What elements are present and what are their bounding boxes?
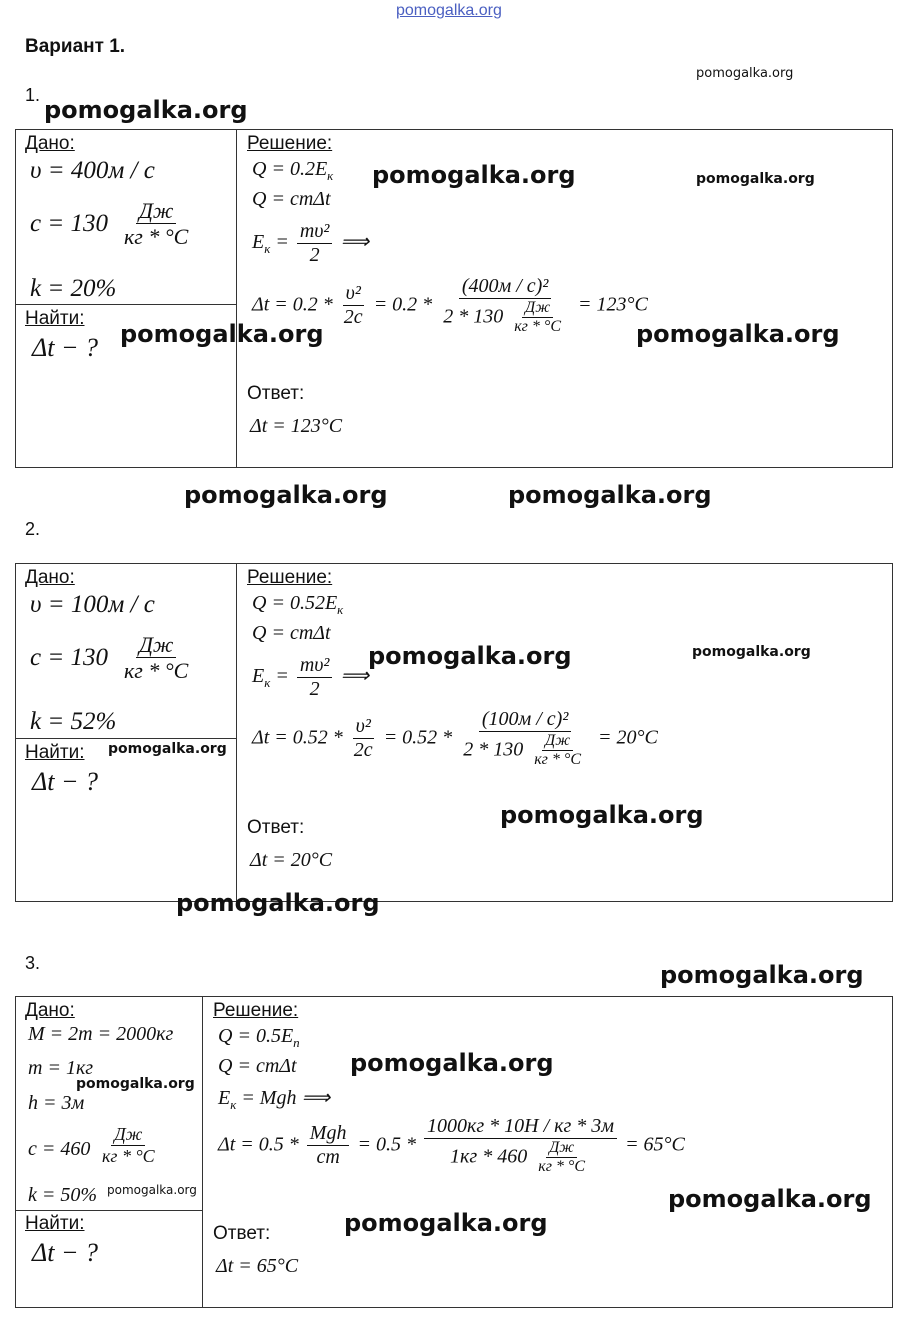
given-c-unit	[118, 198, 194, 250]
watermark: pomogalka.org	[636, 320, 840, 348]
unit-den: кг * °C	[124, 658, 189, 684]
given-k: k = 50%	[28, 1184, 98, 1206]
watermark: pomogalka.org	[668, 1185, 872, 1213]
unit-num: Дж	[111, 1124, 145, 1146]
solution-line-3: $E_к$ = $\frac{\text{mυ²}}{2}$ ⟹	[252, 220, 370, 266]
divider	[202, 996, 203, 1308]
given-k: k = 52%	[30, 708, 117, 735]
given-velocity: υ = 400м / с	[30, 157, 155, 184]
solution-line-2: Q = cmΔt	[218, 1055, 297, 1077]
find-value: Δt − ?	[32, 1238, 99, 1267]
given-label: Дано:	[25, 567, 75, 588]
given-k: k = 20%	[30, 275, 117, 302]
watermark: pomogalka.org	[176, 889, 380, 917]
watermark: pomogalka.org	[107, 1183, 197, 1197]
find-value: Δt − ?	[32, 767, 99, 796]
find-label: Найти:	[25, 742, 85, 763]
answer-label: Ответ:	[247, 383, 305, 404]
answer-value: Δt = 20°C	[250, 849, 333, 871]
given-c-unit	[118, 632, 194, 684]
watermark: pomogalka.org	[696, 171, 815, 187]
watermark: pomogalka.org	[44, 96, 248, 124]
watermark: pomogalka.org	[696, 66, 794, 81]
given-c	[30, 644, 108, 672]
solution-line-2: Q = cmΔt	[252, 622, 331, 644]
watermark: pomogalka.org	[692, 644, 811, 660]
solution-line-4: Δt = 0.5 * $\frac{\text{Mgh}}{cm}$ = 0.5 * 1000кг * 10Н / кг * 3м 1кг * 460 $\frac{Дж}{кг * ^\circ C}$ = 65°C	[218, 1115, 685, 1176]
site-link[interactable]: pomogalka.org	[396, 2, 502, 19]
divider	[15, 738, 237, 739]
answer-value: Δt = 123°C	[250, 415, 343, 437]
watermark: pomogalka.org	[508, 481, 712, 509]
solution-line-4: Δt = 0.2 * $\frac{\text{υ²}}{2c}$ = 0.2 * (400м / с)² 2 * 130 $\frac{Дж}{кг * ^\circ C}$ = 123°C	[252, 275, 648, 336]
solution-label: Решение:	[247, 567, 333, 588]
solution-line-2: Q = cmΔt	[252, 188, 331, 210]
find-label: Найти:	[25, 1213, 85, 1234]
watermark: pomogalka.org	[500, 801, 704, 829]
given-c-value: c = 130	[30, 644, 108, 671]
watermark: pomogalka.org	[660, 961, 864, 989]
variant-title: Вариант 1.	[25, 36, 126, 57]
solution-label: Решение:	[213, 1000, 299, 1021]
given-c: c = 460	[28, 1138, 91, 1160]
divider	[236, 129, 237, 468]
divider	[15, 304, 237, 305]
watermark: pomogalka.org	[108, 741, 227, 757]
solution-line-1: $Q = 0.2E_к$	[252, 158, 334, 183]
unit-num: Дж	[136, 198, 176, 224]
watermark: pomogalka.org	[368, 642, 572, 670]
answer-value: Δt = 65°C	[216, 1255, 299, 1277]
unit-den: кг * °C	[124, 224, 189, 250]
problem-2-number: 2.	[25, 519, 41, 539]
given-mass-M: M = 2m = 2000кг	[28, 1023, 174, 1045]
watermark: pomogalka.org	[76, 1076, 195, 1092]
find-value: Δt − ?	[32, 333, 99, 362]
given-c	[30, 210, 108, 238]
answer-label: Ответ:	[247, 817, 305, 838]
solution-line-1: $Q = 0.5E_п$	[218, 1025, 300, 1050]
solution-line-3: $E_к$ = Mgh ⟹	[218, 1087, 331, 1112]
given-label: Дано:	[25, 1000, 75, 1021]
watermark: pomogalka.org	[350, 1049, 554, 1077]
watermark: pomogalka.org	[120, 320, 324, 348]
given-c-unit	[96, 1124, 161, 1166]
problem-3-number: 3.	[25, 953, 41, 973]
solution-line-3: $E_к$ = $\frac{\text{mυ²}}{2}$ ⟹	[252, 654, 370, 700]
divider	[236, 563, 237, 902]
given-height: h = 3м	[28, 1092, 85, 1114]
unit-den: кг * °C	[102, 1145, 155, 1166]
watermark: pomogalka.org	[344, 1209, 548, 1237]
given-velocity: υ = 100м / с	[30, 591, 155, 618]
given-c-value: c = 130	[30, 210, 108, 237]
solution-label: Решение:	[247, 133, 333, 154]
watermark: pomogalka.org	[372, 161, 576, 189]
given-label: Дано:	[25, 133, 75, 154]
solution-line-4: Δt = 0.52 * $\frac{\text{υ²}}{2c}$ = 0.52 * (100м / с)² 2 * 130 $\frac{Дж}{кг * ^\circ C}$ = 20°C	[252, 708, 658, 769]
unit-num: Дж	[136, 632, 176, 658]
answer-label: Ответ:	[213, 1223, 271, 1244]
given-mass-m: m = 1кг	[28, 1057, 94, 1079]
problem-1-number: 1.	[25, 85, 41, 105]
find-label: Найти:	[25, 308, 85, 329]
divider	[15, 1210, 203, 1211]
watermark: pomogalka.org	[184, 481, 388, 509]
solution-line-1: $Q = 0.52E_к$	[252, 592, 344, 617]
